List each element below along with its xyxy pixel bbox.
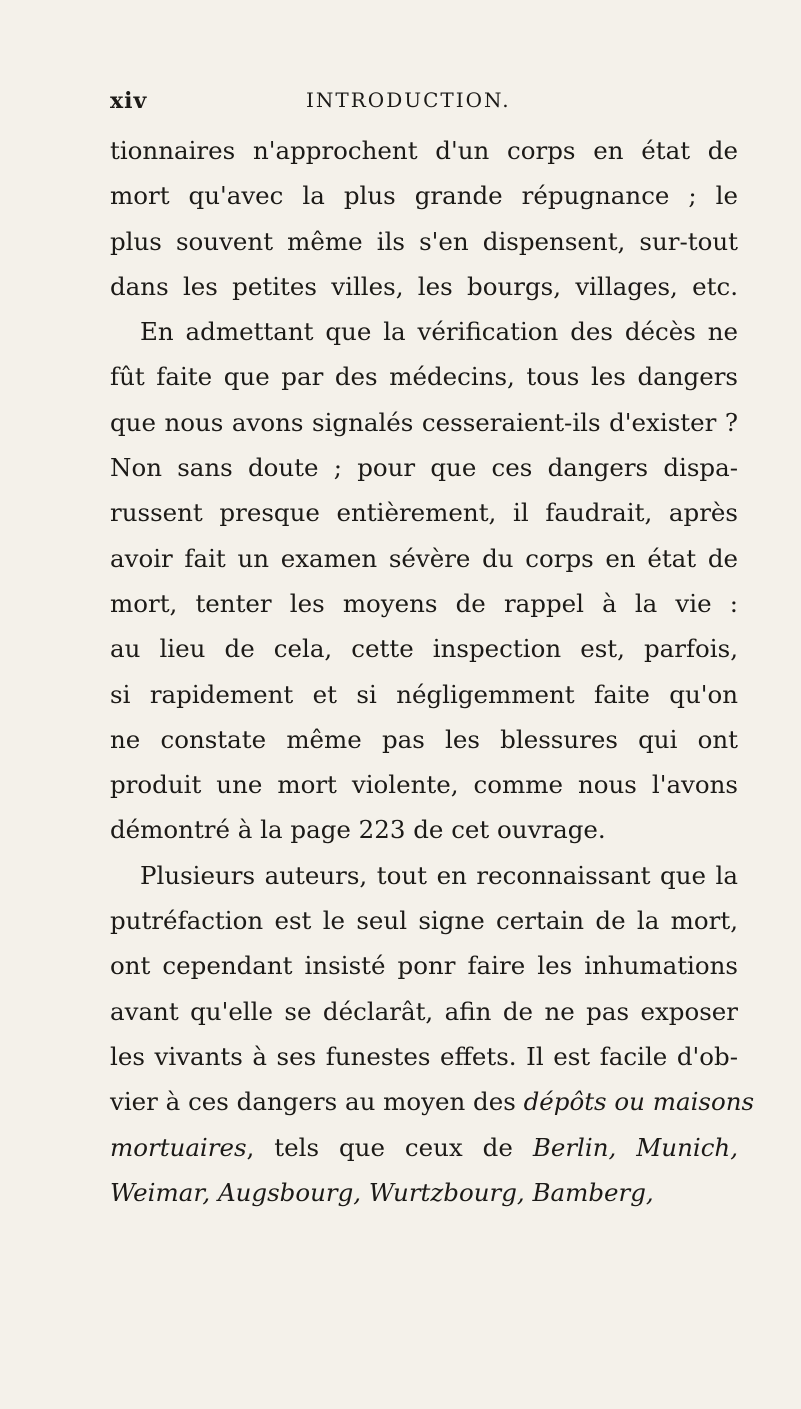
body-text: [110, 128, 755, 1215]
page-header: [110, 88, 710, 118]
text-line: les vivants à ses funestes effets. Il est facile d'ob-: [110, 1041, 738, 1071]
text-line: au lieu de cela, cette inspection est, parfois,: [110, 634, 738, 664]
text-line: ont cependant insisté ponr faire les inhumations: [110, 951, 738, 981]
text-line-italic: dépôts ou maisons: [523, 1087, 755, 1117]
text-line-italic: Berlin, Munich,: [532, 1132, 738, 1162]
text-line: avoir fait un examen sévère du corps en état de: [110, 543, 738, 573]
text-line: tionnaires n'approchent d'un corps en état de: [110, 136, 738, 165]
running-title: INTRODUCTION.: [306, 88, 511, 112]
text-line-italic: Weimar, Augsbourg, Wurtzbourg, Bamberg,: [110, 1177, 654, 1207]
text-line: En admettant que la vérification des décès ne: [140, 317, 738, 347]
text-line: que nous avons signalés cesseraient-ils d'exister ?: [110, 407, 738, 437]
text-line: russent presque entièrement, il faudrait, après: [110, 498, 738, 528]
text-line: ne constate même pas les blessures qui ont: [110, 724, 738, 754]
text-line: démontré à la page 223 de cet ouvrage.: [110, 815, 606, 845]
text-line-italic: mortuaires: [110, 1132, 247, 1162]
text-line: mort qu'avec la plus grande répugnance ; le: [110, 181, 738, 211]
text-line: si rapidement et si négligemment faite qu'on: [110, 679, 738, 709]
text-line: putréfaction est le seul signe certain de la mort,: [110, 906, 738, 936]
text-line: [110, 1170, 738, 1215]
text-line-roman: vier à ces dangers au moyen des: [110, 1087, 516, 1117]
text-line: produit une mort violente, comme nous l'avons: [110, 770, 738, 800]
text-line: fût faite que par des médecins, tous les dangers: [110, 362, 738, 392]
text-line: avant qu'elle se déclarât, afin de ne pas exposer: [110, 996, 738, 1026]
text-line: plus souvent même ils s'en dispensent, sur-tout: [110, 226, 738, 256]
text-line: [110, 1079, 755, 1124]
text-line: dans les petites villes, les bourgs, villages, etc.: [110, 271, 738, 301]
text-line: mort, tenter les moyens de rappel à la vie :: [110, 588, 738, 618]
text-line: Non sans doute ; pour que ces dangers dispa-: [110, 453, 738, 483]
text-line-roman: , tels que ceux de: [246, 1132, 513, 1162]
text-line: Plusieurs auteurs, tout en reconnaissant que la: [140, 860, 738, 890]
text-line: [110, 1125, 738, 1170]
page-number: xiv: [110, 88, 148, 114]
